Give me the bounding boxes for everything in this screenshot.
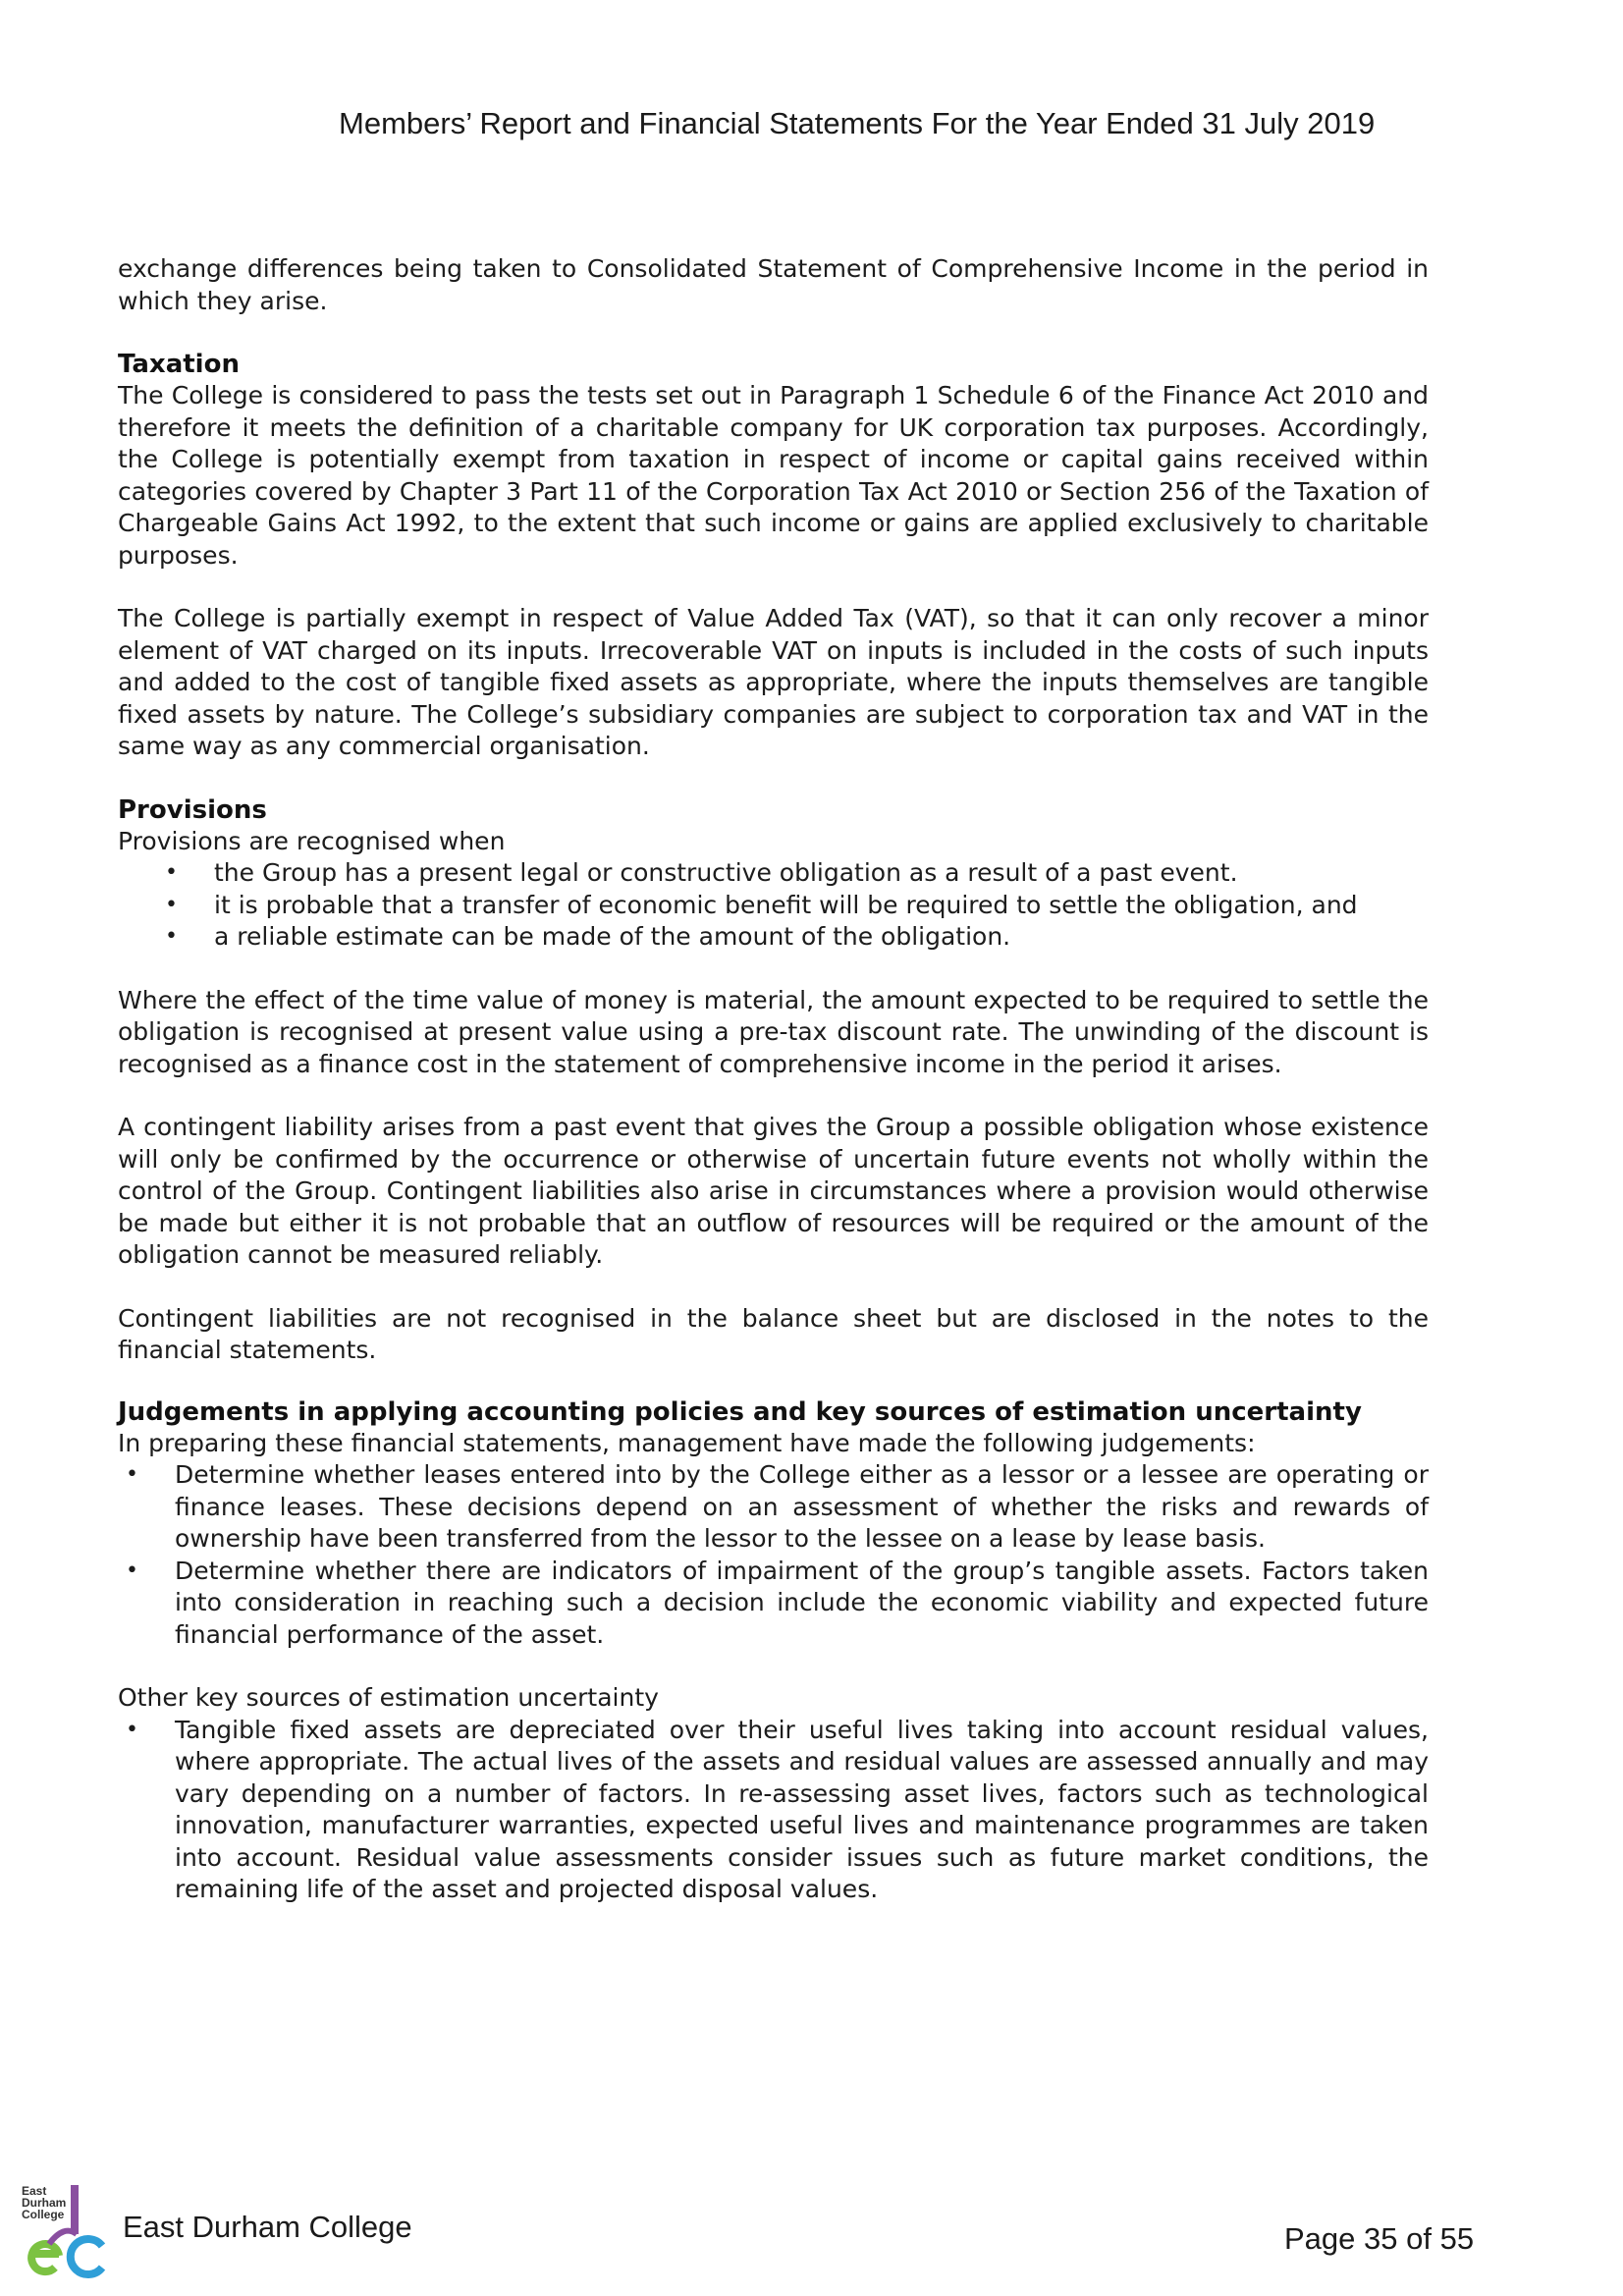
list-item: • Determine whether there are indicators of impairment of the group’s tangible assets. Factors taken into consideration in reaching such a decision include the economic viability and expected future financial performance of the asset. — [126, 1556, 1429, 1649]
bullet-icon: • — [165, 892, 178, 917]
edc-logo-icon — [20, 2185, 110, 2283]
list-item: • Tangible fixed assets are depreciated over their useful lives taking into account residual values, where appropriate. The actual lives of the assets and residual values are assessed annually and may vary depending on a number of factors. In re-assessing asset lives, factors such as technological innovation, manufacturer warranties, expected useful lives and maintenance programmes are taken into account. Residual value assessments consider issues such as future market conditions, the remaining life of the asset and projected disposal values. — [126, 1715, 1429, 1903]
judgements-intro: In preparing these financial statements, management have made the following judgements: — [118, 1428, 1256, 1457]
logo-c-blue — [71, 2239, 102, 2274]
list-item: • it is probable that a transfer of economic benefit will be required to settle the obligation, and — [118, 890, 1429, 922]
footer-college-name: East Durham College — [123, 2210, 412, 2244]
provisions-list — [118, 857, 1429, 954]
other-sources-intro: Other key sources of estimation uncertainty — [118, 1683, 659, 1712]
bullet-icon: • — [165, 924, 178, 949]
logo-bar-purple — [71, 2185, 79, 2234]
provisions-paragraph-2: A contingent liability arises from a past event that gives the Group a possible obligation whose existence will only be confirmed by the occurrence or otherwise of uncertain future events not wholly within the control of the Group. Contingent liabilities also arise in circumstances where a provision would otherwise be made but either it is not probable that an outflow of resources will be required or the amount of the obligation cannot be measured reliably. — [118, 1113, 1429, 1269]
intro-paragraph: exchange differences being taken to Consolidated Statement of Comprehensive Income in the period in which they arise. — [118, 254, 1429, 315]
list-item: • the Group has a present legal or constructive obligation as a result of a past event. — [118, 857, 1429, 890]
footer-page-number: Page 35 of 55 — [1284, 2221, 1475, 2256]
judgements-heading: Judgements in applying accounting policies and key sources of estimation uncertainty — [118, 1396, 1362, 1427]
provisions-heading: Provisions — [118, 794, 267, 825]
bullet-icon: • — [126, 1558, 138, 1583]
bullet-icon: • — [126, 1717, 138, 1742]
provisions-intro: Provisions are recognised when — [118, 826, 506, 855]
provisions-paragraph-1: Where the effect of the time value of money is material, the amount expected to be required to settle the obligation is recognised at present value using a pre-tax discount rate. The unwinding of the discount is recognised as a finance cost in the statement of comprehensive income in the period it arises. — [118, 985, 1429, 1078]
taxation-paragraph-1: The College is considered to pass the tests set out in Paragraph 1 Schedule 6 of the Finance Act 2010 and therefore it meets the definition of a charitable company for UK corporation tax purposes. Accordingly, the College is potentially exempt from taxation in respect of income or capital gains received within categories covered by Chapter 3 Part 11 of the Corporation Tax Act 2010 or Section 256 of the Taxation of Chargeable Gains Act 1992, to the extent that such income or gains are applied exclusively to charitable purposes. — [118, 381, 1429, 570]
bullet-icon: • — [126, 1462, 138, 1487]
list-item: • a reliable estimate can be made of the amount of the obligation. — [118, 921, 1429, 954]
taxation-heading: Taxation — [118, 350, 240, 379]
other-sources-list — [118, 1715, 1429, 1906]
bullet-icon: • — [165, 860, 178, 885]
document-body — [118, 253, 1429, 1906]
taxation-paragraph-2: The College is partially exempt in respect of Value Added Tax (VAT), so that it can only recover a minor element of VAT charged on its inputs. Irrecoverable VAT on inputs is included in the costs of such inputs and added to the cost of tangible fixed assets as appropriate, where the inputs themselves are tangible fixed assets by nature. The College’s subsidiary companies are subject to corporation tax and VAT in the same way as any commercial organisation. — [118, 604, 1429, 760]
logo-text: East Durham College — [22, 2184, 67, 2221]
judgements-list — [118, 1459, 1429, 1651]
logo-e-green — [31, 2244, 59, 2271]
page-header: Members’ Report and Financial Statements For the Year Ended 31 July 2019 — [339, 106, 1376, 140]
college-logo — [20, 2185, 110, 2283]
provisions-paragraph-3: Contingent liabilities are not recognised in the balance sheet but are disclosed in the notes to the financial statements. — [118, 1303, 1429, 1364]
list-item: • Determine whether leases entered into by the College either as a lessor or a lessee are operating or finance leases. These decisions depend on an assessment of whether the risks and rewards of ownership have been transferred from the lessor to the lessee on a lease by lease basis. — [126, 1460, 1429, 1553]
